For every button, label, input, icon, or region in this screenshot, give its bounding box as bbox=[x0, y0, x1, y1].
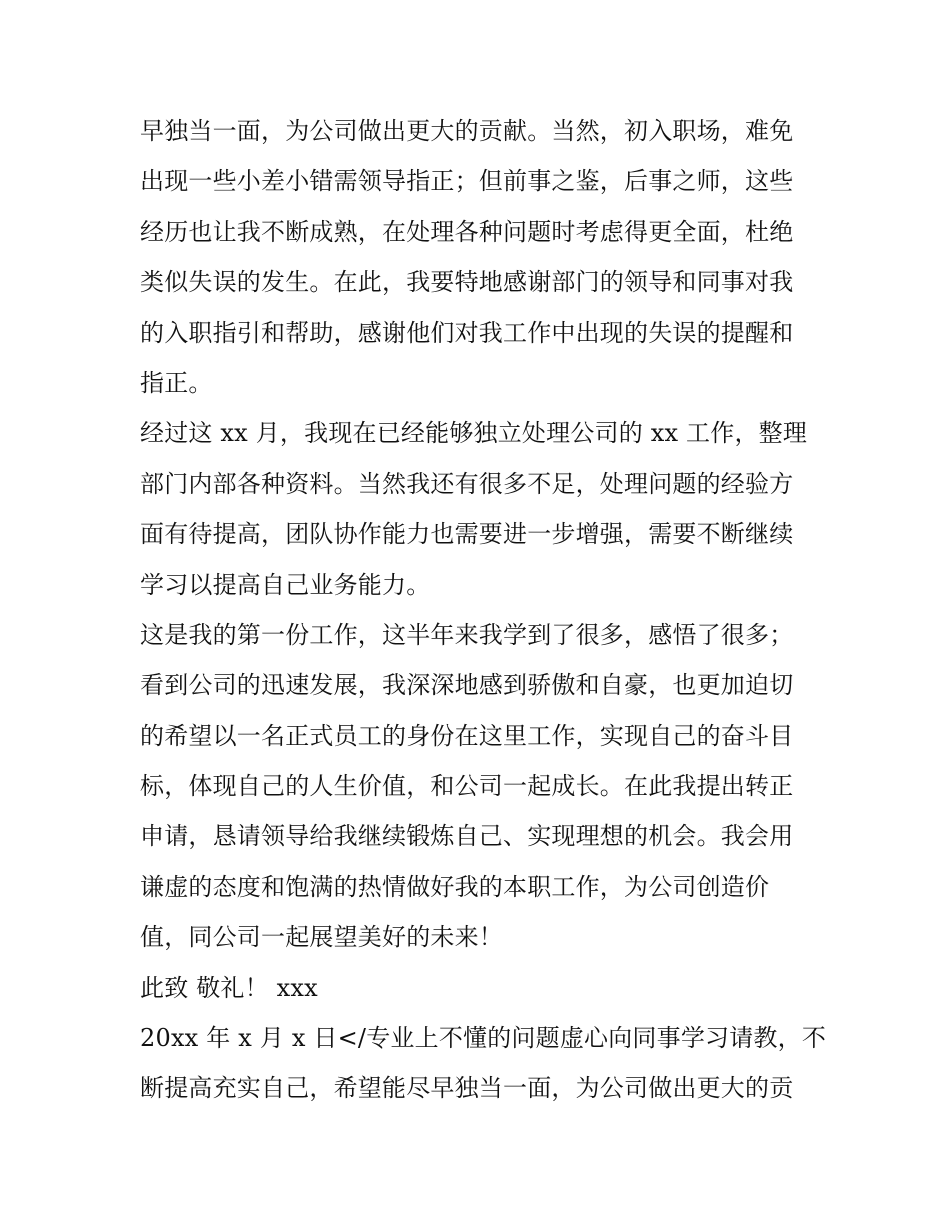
text-line: 面有待提高，团队协作能力也需要进一步增强，需要不断继续 bbox=[140, 520, 794, 549]
text-line: 类似失误的发生。在此，我要特地感谢部门的领导和同事对我 bbox=[140, 268, 794, 297]
text-line: 看到公司的迅速发展，我深深地感到骄傲和自豪，也更加迫切 bbox=[140, 671, 794, 700]
closing-line: 此致 敬礼！ xxx bbox=[140, 973, 318, 1002]
text-line: 经历也让我不断成熟，在处理各种问题时考虑得更全面，杜绝 bbox=[140, 217, 794, 246]
text-line: 早独当一面，为公司做出更大的贡献。当然，初入职场，难免 bbox=[140, 117, 794, 145]
text-line: 经过这 xx 月，我现在已经能够独立处理公司的 xx 工作，整理 bbox=[140, 419, 808, 448]
text-line: 出现一些小差小错需领导指正；但前事之鉴，后事之师，这些 bbox=[140, 167, 794, 196]
date-line: 20xx 年 x 月 x 日</专业上不懂的问题虚心向同事学习请教，不 bbox=[140, 1024, 827, 1053]
text-line: 值，同公司一起展望美好的未来！ bbox=[140, 923, 503, 952]
text-line: 的希望以一名正式员工的身份在这里工作，实现自己的奋斗目 bbox=[140, 721, 794, 750]
text-line: 指正。 bbox=[140, 368, 213, 397]
text-line: 部门内部各种资料。当然我还有很多不足，处理问题的经验方 bbox=[140, 469, 794, 498]
text-line: 断提高充实自己，希望能尽早独当一面，为公司做出更大的贡 bbox=[140, 1074, 794, 1103]
text-line: 标，体现自己的人生价值，和公司一起成长。在此我提出转正 bbox=[140, 772, 794, 801]
text-line: 学习以提高自己业务能力。 bbox=[140, 570, 431, 599]
text-line: 这是我的第一份工作，这半年来我学到了很多，感悟了很多； bbox=[140, 620, 794, 649]
document-body-text bbox=[140, 106, 830, 1114]
text-line: 谦虚的态度和饱满的热情做好我的本职工作，为公司创造价 bbox=[140, 872, 770, 901]
text-line: 的入职指引和帮助，感谢他们对我工作中出现的失误的提醒和 bbox=[140, 318, 794, 347]
text-line: 申请，恳请领导给我继续锻炼自己、实现理想的机会。我会用 bbox=[140, 822, 794, 851]
